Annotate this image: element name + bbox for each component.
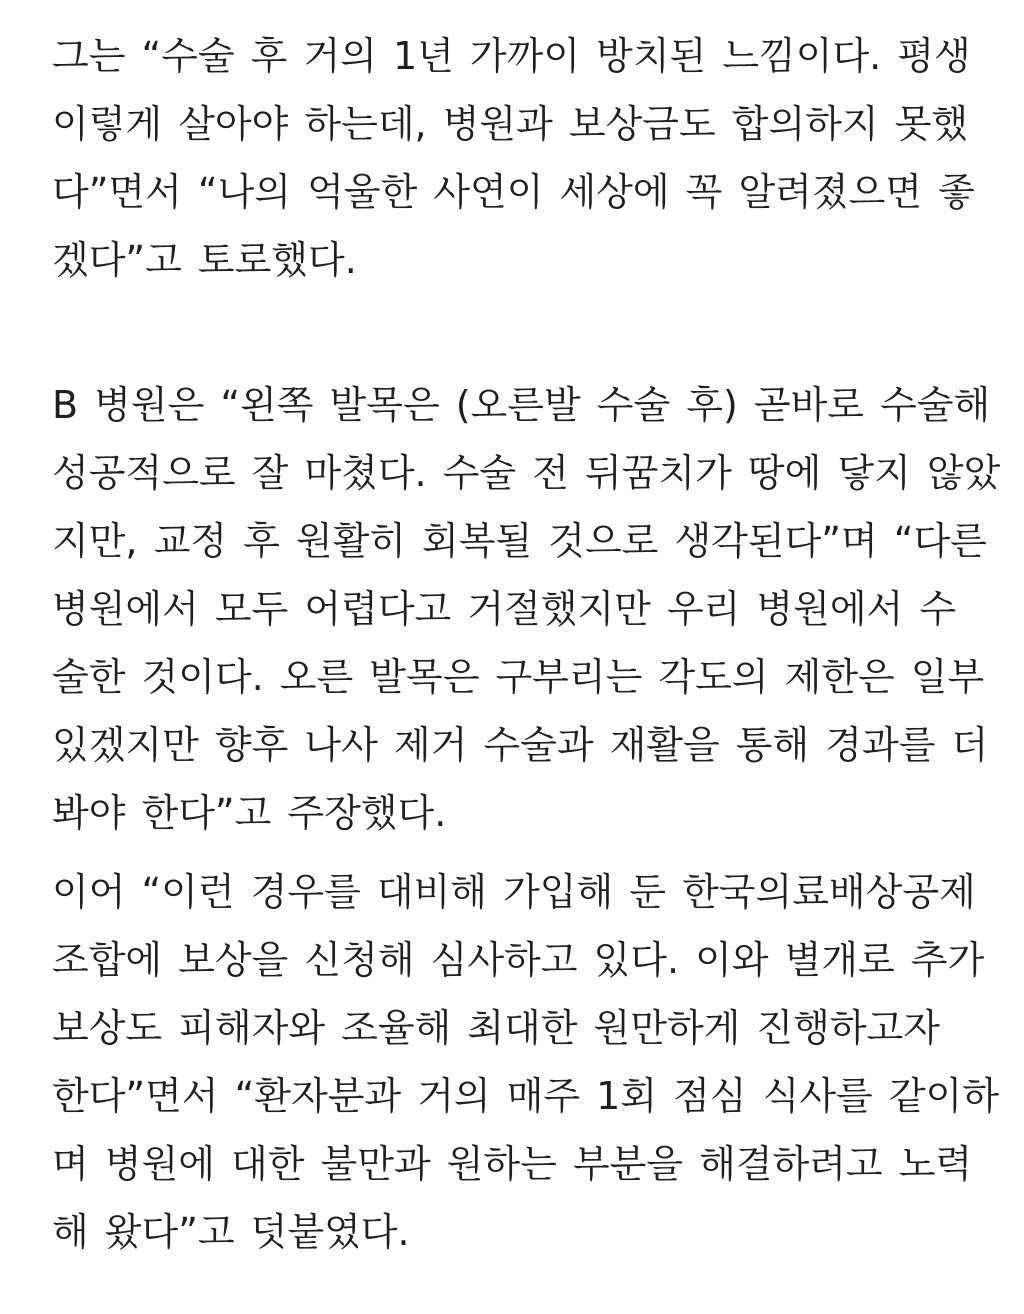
text-line: 그는 “수술 후 거의 1년 가까이 방치된 느낌이다. 평생 xyxy=(52,34,971,78)
text-line: 겠다”고 토로했다. xyxy=(52,238,357,282)
text-line: B 병원은 “왼쪽 발목은 (오른발 수술 후) 곧바로 수술해 xyxy=(52,383,991,427)
text-line: 술한 것이다. 오른 발목은 구부리는 각도의 제한은 일부 xyxy=(52,655,985,699)
paragraph-2 xyxy=(52,371,1000,847)
text-line: 한다”면서 “환자분과 거의 매주 1회 점심 식사를 같이하 xyxy=(52,1074,999,1118)
text-line: 며 병원에 대한 불만과 원하는 부분을 해결하려고 노력 xyxy=(52,1142,973,1186)
text-line: 성공적으로 잘 마쳤다. 수술 전 뒤꿈치가 땅에 닿지 않았 xyxy=(52,451,1001,495)
text-line: 이어 “이런 경우를 대비해 가입해 둔 한국의료배상공제 xyxy=(52,870,976,914)
text-line: 있겠지만 향후 나사 제거 수술과 재활을 통해 경과를 더 xyxy=(52,723,989,767)
text-line: 다”면서 “나의 억울한 사연이 세상에 꼭 알려졌으면 좋 xyxy=(52,170,975,214)
text-line: 병원에서 모두 어렵다고 거절했지만 우리 병원에서 수 xyxy=(52,587,957,631)
paragraph-3 xyxy=(52,858,999,1266)
text-line: 조합에 보상을 신청해 심사하고 있다. 이와 별개로 추가 xyxy=(52,938,985,982)
text-line: 보상도 피해자와 조율해 최대한 원만하게 진행하고자 xyxy=(52,1006,940,1050)
paragraph-1 xyxy=(52,22,975,294)
text-line: 해 왔다”고 덧붙였다. xyxy=(52,1210,410,1254)
text-line: 봐야 한다”고 주장했다. xyxy=(52,791,447,835)
text-line: 이렇게 살아야 하는데, 병원과 보상금도 합의하지 못했 xyxy=(52,102,969,146)
text-line: 지만, 교정 후 원활히 회복될 것으로 생각된다”며 “다른 xyxy=(52,519,987,563)
